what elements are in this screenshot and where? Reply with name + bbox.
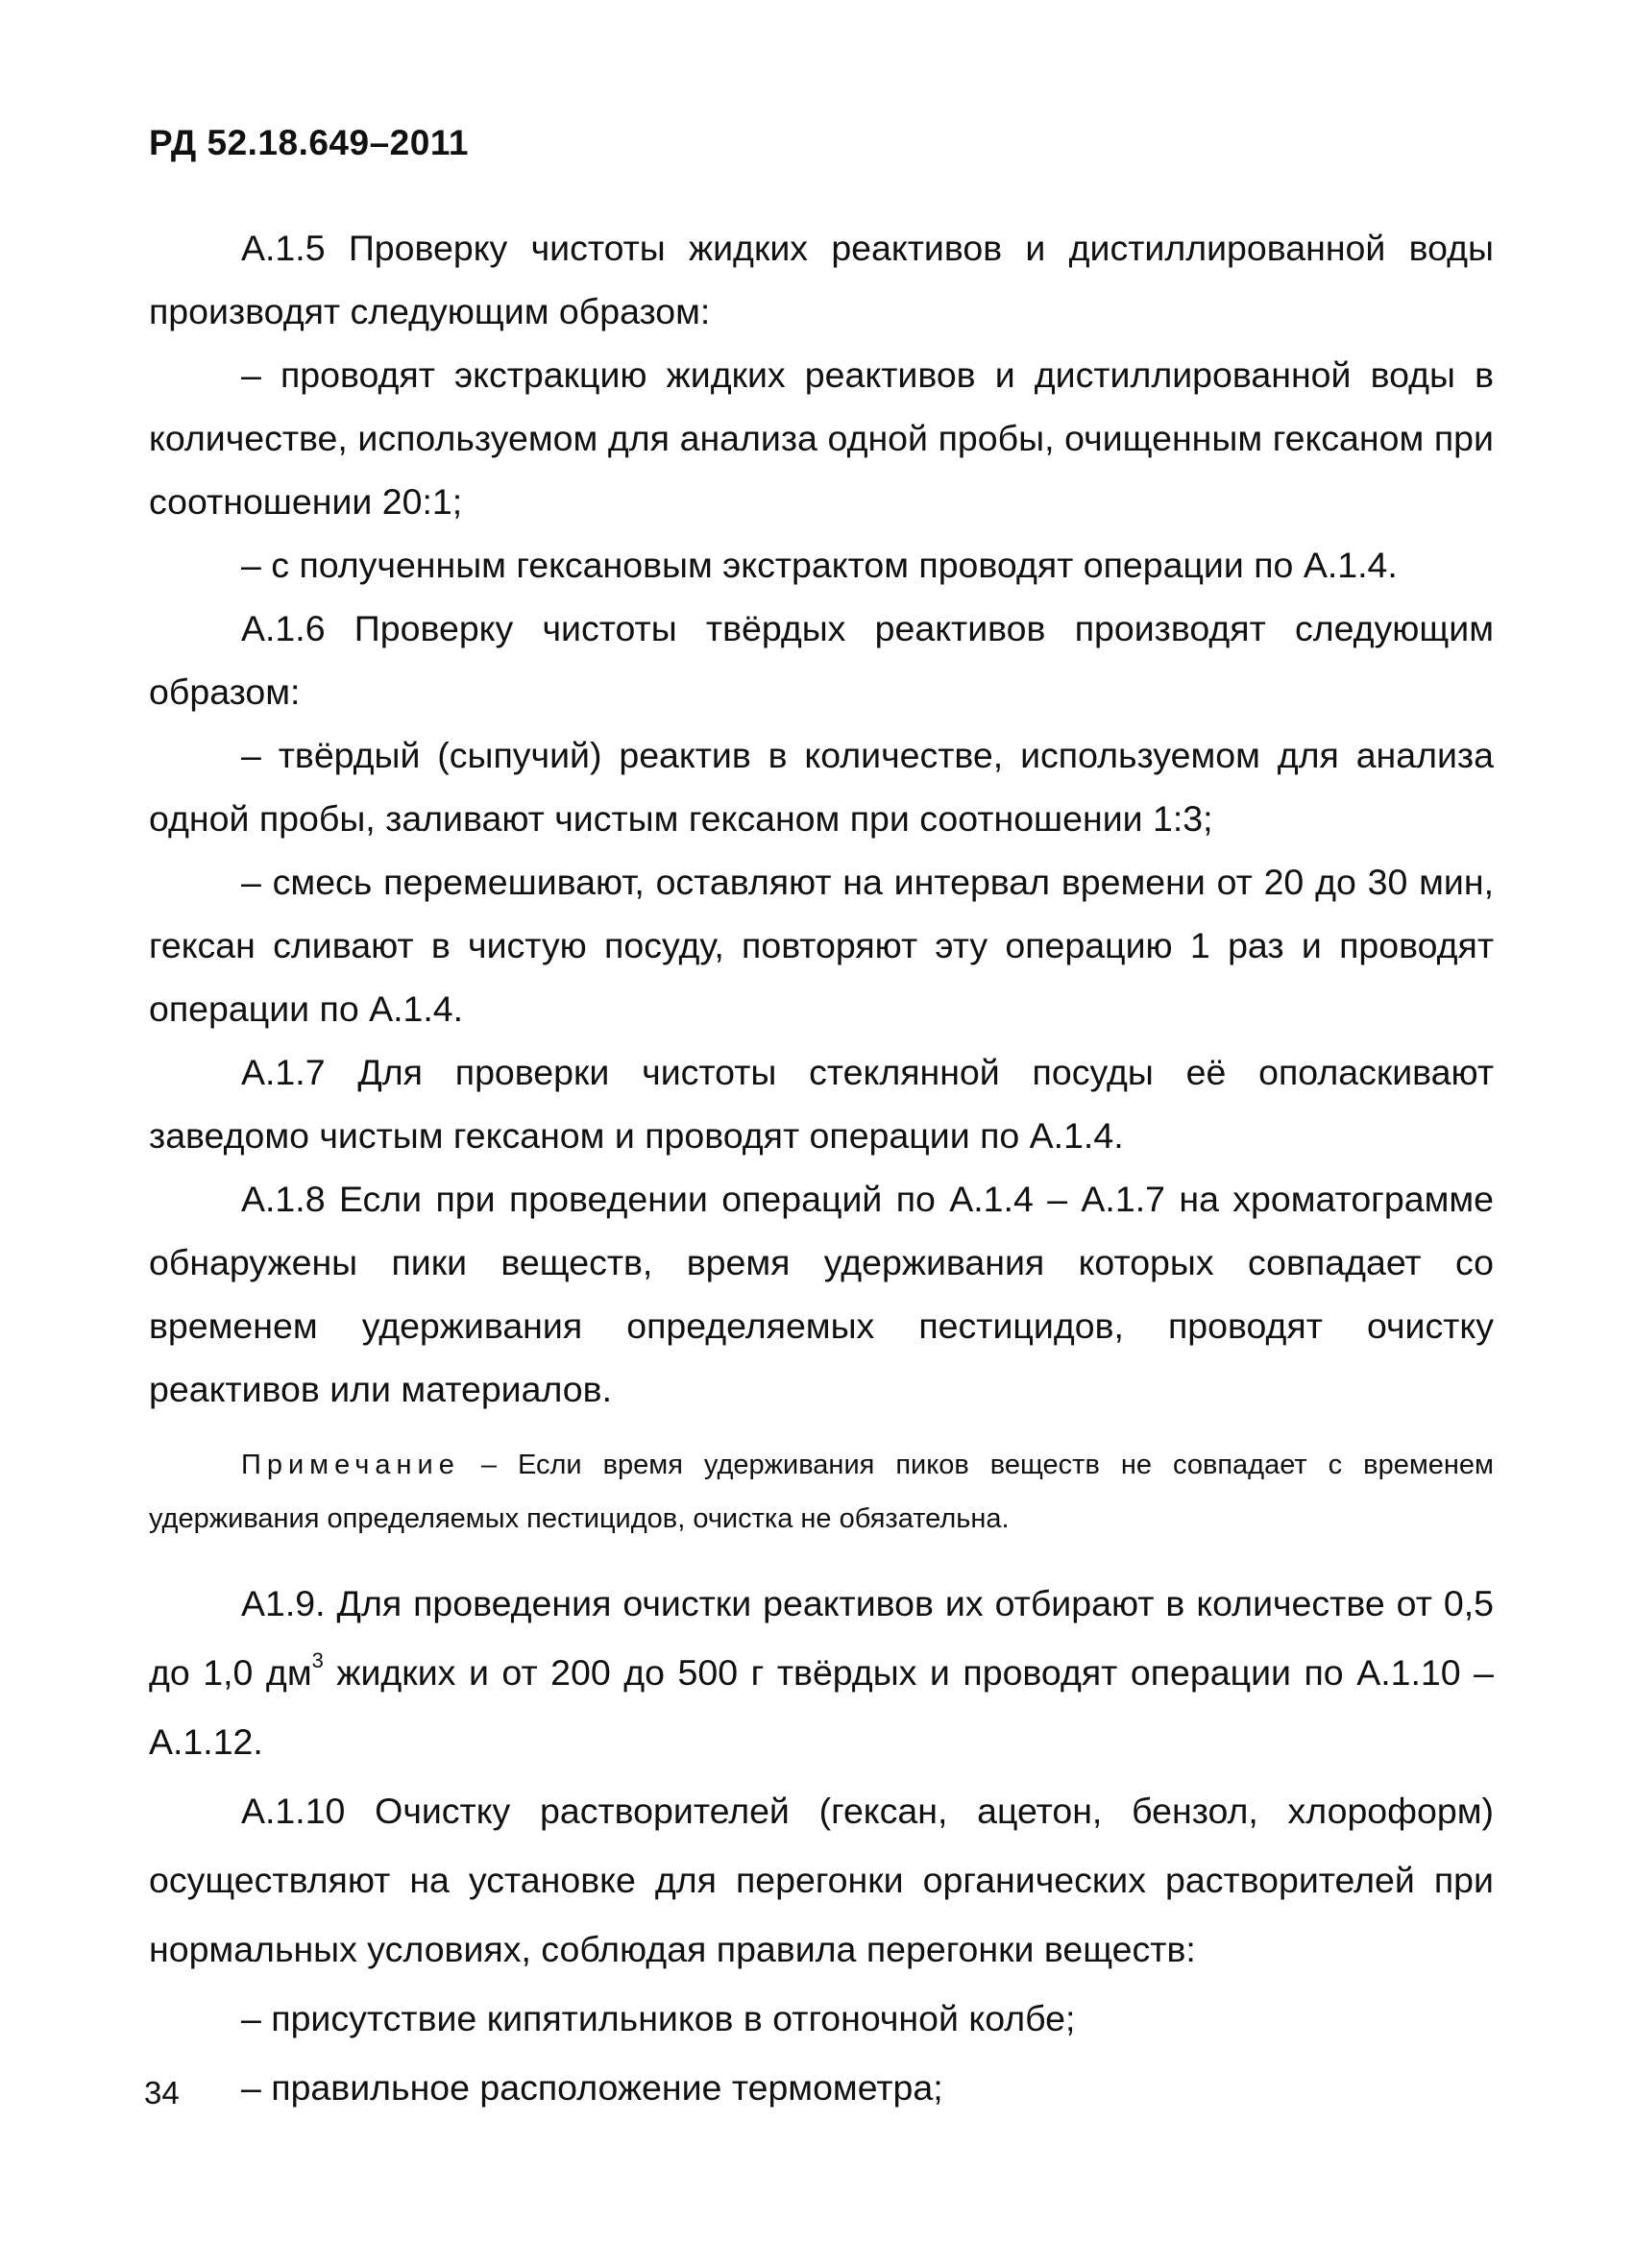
paragraph-a1-10: А.1.10 Очистку растворителей (гексан, ацетон, бензол, хлороформ) осуществляют на установке для перегонки органических растворителей при нормальных условиях, соблюдая правила перегонки веществ: [149,1791,1494,1969]
paragraph-a1-6: А.1.6 Проверку чистоты твёрдых реактивов производят следующим образом: [149,608,1494,712]
note [149,1438,1494,1546]
document-body [149,216,1494,2122]
paragraph-a1-9 [149,1569,1494,1776]
list-item-a1-10-2: – правильное расположение термометра; [241,2067,943,2108]
list-item-a1-6-2: – смесь перемешивают, оставляют на интервал времени от 20 до 30 мин, гексан сливают в чистую посуду, повторяют эту операцию 1 раз и проводят операции по А.1.4. [149,862,1494,1029]
list-item-a1-5-1: – проводят экстракцию жидких реактивов и дистиллированной воды в количестве, используемом для анализа одной пробы, очищенным гексаном при соотношении 20:1; [149,354,1494,522]
paragraph-a1-9-part2: жидких и от 200 до 500 г твёрдых и проводят операции по А.1.10 – А.1.12. [149,1652,1494,1762]
paragraph-a1-8: А.1.8 Если при проведении операций по А.1.4 – А.1.7 на хроматограмме обнаружены пики веществ, время удерживания которых совпадает со временем удерживания определяемых пестицидов, проводят очистку реактивов или материалов. [149,1179,1494,1409]
paragraph-a1-7: А.1.7 Для проверки чистоты стеклянной посуды её ополаскивают заведомо чистым гексаном и проводят операции по А.1.4. [149,1052,1494,1156]
list-item-a1-6-1: – твёрдый (сыпучий) реактив в количестве, используемом для анализа одной пробы, заливают чистым гексаном при соотношении 1:3; [149,735,1494,839]
list-item-a1-10-1: – присутствие кипятильников в отгоночной колбе; [241,1998,1076,2038]
superscript-3: 3 [311,1648,324,1672]
page-number: 34 [144,2075,180,2110]
list-item-a1-5-2: – с полученным гексановым экстрактом проводят операции по А.1.4. [241,545,1398,585]
note-label: Примечание [241,1450,460,1480]
paragraph-a1-9-part1: А1.9. Для проведения очистки реактивов их отбирают в количестве от 0,5 до 1,0 дм [149,1583,1494,1693]
paragraph-a1-5: А.1.5 Проверку чистоты жидких реактивов и дистиллированной воды производят следующим образом: [149,228,1494,331]
note-text: – Если время удерживания пиков веществ не совпадает с временем удерживания определяемых пестицидов, очистка не обязательна. [149,1450,1494,1534]
document-code-header: РД 52.18.649–2011 [149,123,469,162]
